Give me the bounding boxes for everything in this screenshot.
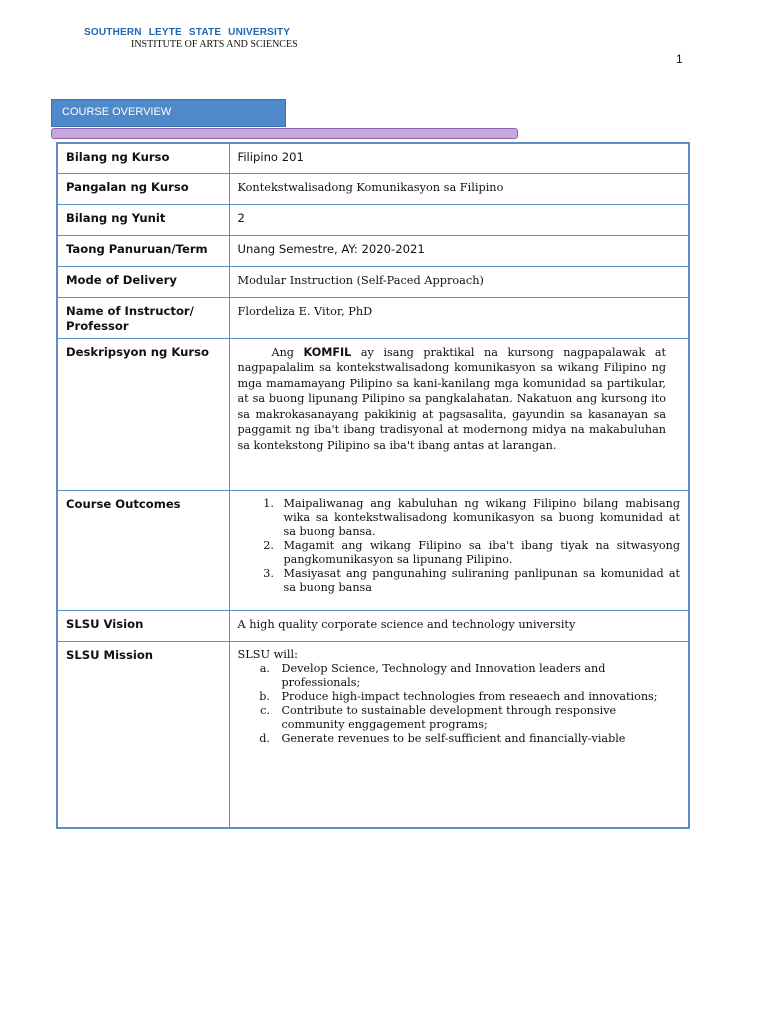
mission-item: b. Produce high-impact technologies from reseaech and innovations; — [274, 690, 681, 704]
page-number: 1 — [676, 52, 683, 66]
description-lead: Ang — [271, 345, 304, 359]
row-description — [57, 338, 689, 490]
row-course-number — [57, 143, 689, 173]
label-instructor: Name of Instructor/ Professor — [57, 297, 229, 338]
description-text: ay isang praktikal na kursong nagpapalawak at nagpapalalim sa kontekstwalisadong komunikasyon sa wikang Filipino ng mga mamamayang Pilipino sa kani-kanilang mga komunidad sa partikular, at sa buong lipunang Pilipino sa pangkalahatan. Nakatuon ang kursong ito sa makrokasanayang pakikinig at pagsasalita, gayundin sa kasanayan sa paggamit ng iba't ibang tradisyonal at modernong midya na makabuluhan sa kontekstong Pilipino sa iba't ibang antas at larangan. — [237, 345, 666, 452]
value-outcomes — [229, 490, 689, 610]
label-delivery: Mode of Delivery — [57, 266, 229, 297]
outcome-item: 1. Maipaliwanag ang kabuluhan ng wikang Filipino bilang mabisang wika sa kontekstwalisadong komunikasyon sa buong komunidad at sa buong bansa. — [278, 497, 681, 539]
mission-item: c. Contribute to sustainable development through responsive community enggagement programs; — [274, 704, 681, 732]
institute-name: INSTITUTE OF ARTS AND SCIENCES — [131, 39, 298, 50]
row-instructor — [57, 297, 689, 338]
value-description — [229, 338, 689, 490]
value-course-number: Filipino 201 — [229, 143, 689, 173]
mission-list — [238, 662, 681, 746]
outcome-item: 3. Masiyasat ang pangunahing suliraning panlipunan sa komunidad at sa buong bansa — [278, 567, 681, 595]
decorative-divider-bar — [51, 128, 518, 139]
label-vision: SLSU Vision — [57, 610, 229, 641]
value-instructor: Flordeliza E. Vitor, PhD — [229, 297, 689, 338]
description-keyword: KOMFIL — [303, 345, 352, 359]
section-title-tab — [51, 99, 286, 127]
value-delivery: Modular Instruction (Self-Paced Approach) — [229, 266, 689, 297]
mission-item: a. Develop Science, Technology and Innovation leaders and professionals; — [274, 662, 681, 690]
row-outcomes — [57, 490, 689, 610]
label-course-name: Pangalan ng Kurso — [57, 173, 229, 204]
row-delivery — [57, 266, 689, 297]
label-outcomes: Course Outcomes — [57, 490, 229, 610]
university-name: SOUTHERN LEYTE STATE UNIVERSITY — [84, 27, 291, 38]
course-description — [238, 345, 681, 454]
value-units: 2 — [229, 204, 689, 235]
value-course-name: Kontekstwalisadong Komunikasyon sa Filipino — [229, 173, 689, 204]
outcome-item: 2. Magamit ang wikang Filipino sa iba't ibang tiyak na sitwasyong pangkomunikasyon sa lipunang Pilipino. — [278, 539, 681, 567]
row-term — [57, 235, 689, 266]
mission-item: d. Generate revenues to be self-sufficient and financially-viable — [274, 732, 681, 746]
outcomes-list — [238, 497, 681, 595]
label-term: Taong Panuruan/Term — [57, 235, 229, 266]
value-mission — [229, 641, 689, 828]
label-mission: SLSU Mission — [57, 641, 229, 828]
row-vision — [57, 610, 689, 641]
row-course-name — [57, 173, 689, 204]
label-units: Bilang ng Yunit — [57, 204, 229, 235]
label-course-number: Bilang ng Kurso — [57, 143, 229, 173]
course-overview-table — [56, 142, 690, 829]
row-units — [57, 204, 689, 235]
mission-lead: SLSU will: — [237, 647, 298, 661]
value-term: Unang Semestre, AY: 2020-2021 — [229, 235, 689, 266]
row-mission — [57, 641, 689, 828]
section-title: COURSE OVERVIEW — [62, 106, 172, 118]
value-vision: A high quality corporate science and technology university — [229, 610, 689, 641]
label-description: Deskripsyon ng Kurso — [57, 338, 229, 490]
